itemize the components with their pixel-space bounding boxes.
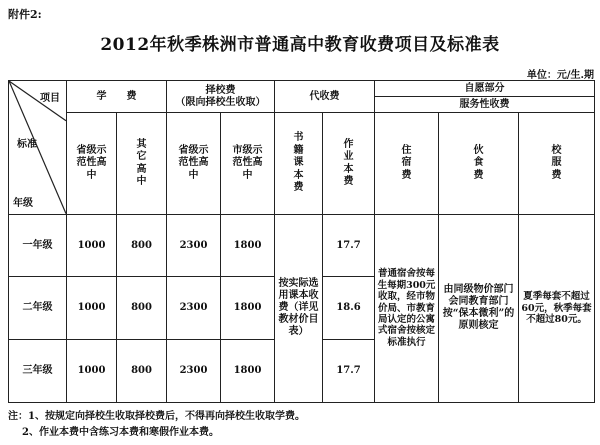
unit-label: 单位：元/生.期 [526, 70, 594, 81]
corner-standard-label: 标准 [17, 139, 37, 150]
footnote-1: 注：1、按规定向择校生收取择校费后，不得再向择校生收取学费。 [8, 411, 305, 422]
choice-fee-header [167, 81, 275, 113]
choice-city-header: 市级示范性高中 [221, 113, 275, 214]
meals-merged-cell: 由同级物价部门会同教育部门按“保本微利”的原则核定 [439, 214, 519, 402]
uniform-header: 校服费 [519, 113, 595, 214]
footnote-2: 2、作业本费中含练习本费和寒假作业本费。 [22, 427, 219, 438]
uniform-merged-cell: 夏季每套不超过60元，秋季每套不超过80元。 [519, 214, 595, 402]
corner-project-label: 项目 [40, 93, 60, 104]
collected-fee-header: 代收费 [275, 81, 375, 113]
service-fee-header: 服务性收费 [375, 97, 595, 113]
lodging-merged-cell: 普通宿舍按每生每期300元收取，经市物价局、市教育局认定的公寓式宿舍按核定标准执行 [375, 214, 439, 402]
table-row [9, 214, 595, 277]
choice-provincial-value: 2300 [167, 277, 221, 340]
tuition-provincial-value: 1000 [67, 277, 117, 340]
tuition-other-value: 800 [117, 214, 167, 277]
workbook-value: 17.7 [323, 340, 375, 403]
fee-table [8, 80, 595, 403]
header-corner-cell [9, 81, 67, 215]
meals-header: 伙食费 [439, 113, 519, 214]
choice-city-value: 1800 [221, 214, 275, 277]
corner-grade-label: 年级 [13, 197, 33, 209]
footnotes [8, 409, 305, 441]
page-title: 2012年秋季株洲市普通高中教育收费项目及标准表 [100, 35, 500, 55]
voluntary-header: 自愿部分 [375, 81, 595, 97]
workbook-header: 作业本费 [323, 113, 375, 214]
tuition-header: 学 费 [67, 81, 167, 113]
choice-city-value: 1800 [221, 277, 275, 340]
attachment-label: 附件2: [8, 8, 42, 21]
tuition-provincial-value: 1000 [67, 340, 117, 403]
choice-fee-title: 择校费 [205, 84, 236, 96]
lodging-header: 住宿费 [375, 113, 439, 214]
choice-provincial-value: 2300 [167, 340, 221, 403]
tuition-other-header: 其它高中 [117, 113, 167, 214]
workbook-value: 18.6 [323, 277, 375, 340]
choice-fee-subtitle: （限向择校生收取） [175, 96, 266, 108]
tuition-provincial-header: 省级示范性高中 [67, 113, 117, 214]
grade-cell: 三年级 [9, 340, 67, 403]
choice-provincial-value: 2300 [167, 214, 221, 277]
choice-city-value: 1800 [221, 340, 275, 403]
tuition-other-value: 800 [117, 340, 167, 403]
grade-cell: 一年级 [9, 214, 67, 277]
tuition-other-value: 800 [117, 277, 167, 340]
books-merged-cell: 按实际选用课本收费（详见教材价目表） [275, 214, 323, 402]
tuition-provincial-value: 1000 [67, 214, 117, 277]
choice-provincial-header: 省级示范性高中 [167, 113, 221, 214]
grade-cell: 二年级 [9, 277, 67, 340]
workbook-value: 17.7 [323, 214, 375, 277]
books-header: 书籍课本费 [275, 113, 323, 214]
